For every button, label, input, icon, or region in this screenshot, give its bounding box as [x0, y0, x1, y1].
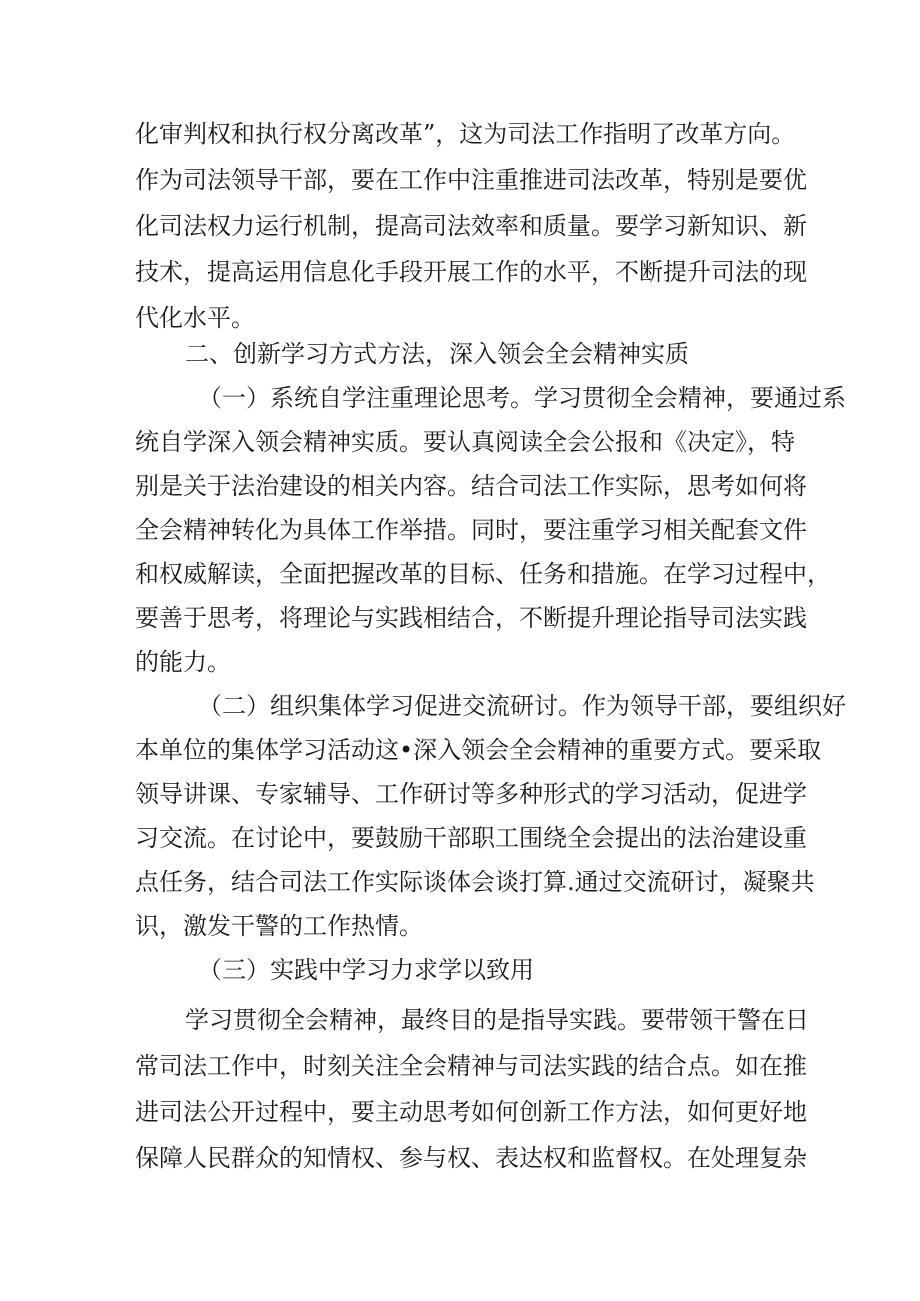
text-line: 全会精神转化为具体工作举措。同时，要注重学习相关配套文件: [135, 516, 807, 544]
text-line: 常司法工作中，时刻关注全会精神与司法实践的结合点。如在推: [135, 1052, 807, 1080]
text-line: （一）系统自学注重理论思考。学习贯彻全会精神，要通过系: [198, 384, 846, 412]
text-line: 识，激发干警的工作热情。: [135, 912, 423, 940]
text-line: 点任务，结合司法工作实际谈体会谈打算.通过交流研讨，凝聚共: [135, 868, 815, 896]
text-line: 代化水平。: [135, 304, 255, 332]
text-line: 习交流。在讨论中，要鼓励干部职工围绕全会提出的法治建设重: [135, 824, 807, 852]
subsection-heading: （三）实践中学习力求学以致用: [198, 956, 534, 984]
text-line: 要善于思考，将理论与实践相结合，不断提升理论指导司法实践: [135, 604, 807, 632]
text-line: 统自学深入领会精神实质。要认真阅读全会公报和《决定》，特: [135, 428, 795, 456]
text-line: 本单位的集体学习活动这•深入领会全会精神的重要方式。要采取: [135, 736, 822, 764]
text-line: 的能力。: [135, 648, 231, 676]
text-line: （二）组织集体学习促进交流研讨。作为领导干部，要组织好: [198, 692, 846, 720]
text-line: 进司法公开过程中，要主动思考如何创新工作方法，如何更好地: [135, 1098, 807, 1126]
text-line: 作为司法领导干部，要在工作中注重推进司法改革，特别是要优: [135, 166, 807, 194]
text-line: 领导讲课、专家辅导、工作研讨等多种形式的学习活动，促进学: [135, 780, 807, 808]
text-line: 和权威解读，全面把握改革的目标、任务和措施。在学习过程中，: [135, 560, 831, 588]
text-line: 化审判权和执行权分离改革”，这为司法工作指明了改革方向。: [135, 120, 796, 148]
section-heading: 二、创新学习方式方法，深入领会全会精神实质: [185, 340, 689, 368]
text-line: 别是关于法治建设的相关内容。结合司法工作实际，思考如何将: [135, 472, 807, 500]
text-line: 学习贯彻全会精神，最终目的是指导实践。要带领干警在日: [185, 1006, 809, 1034]
text-line: 技术，提高运用信息化手段开展工作的水平，不断提升司法的现: [135, 258, 807, 286]
text-line: 化司法权力运行机制，提高司法效率和质量。要学习新知识、新: [135, 212, 807, 240]
text-line: 保障人民群众的知情权、参与权、表达权和监督权。在处理复杂: [135, 1144, 807, 1172]
